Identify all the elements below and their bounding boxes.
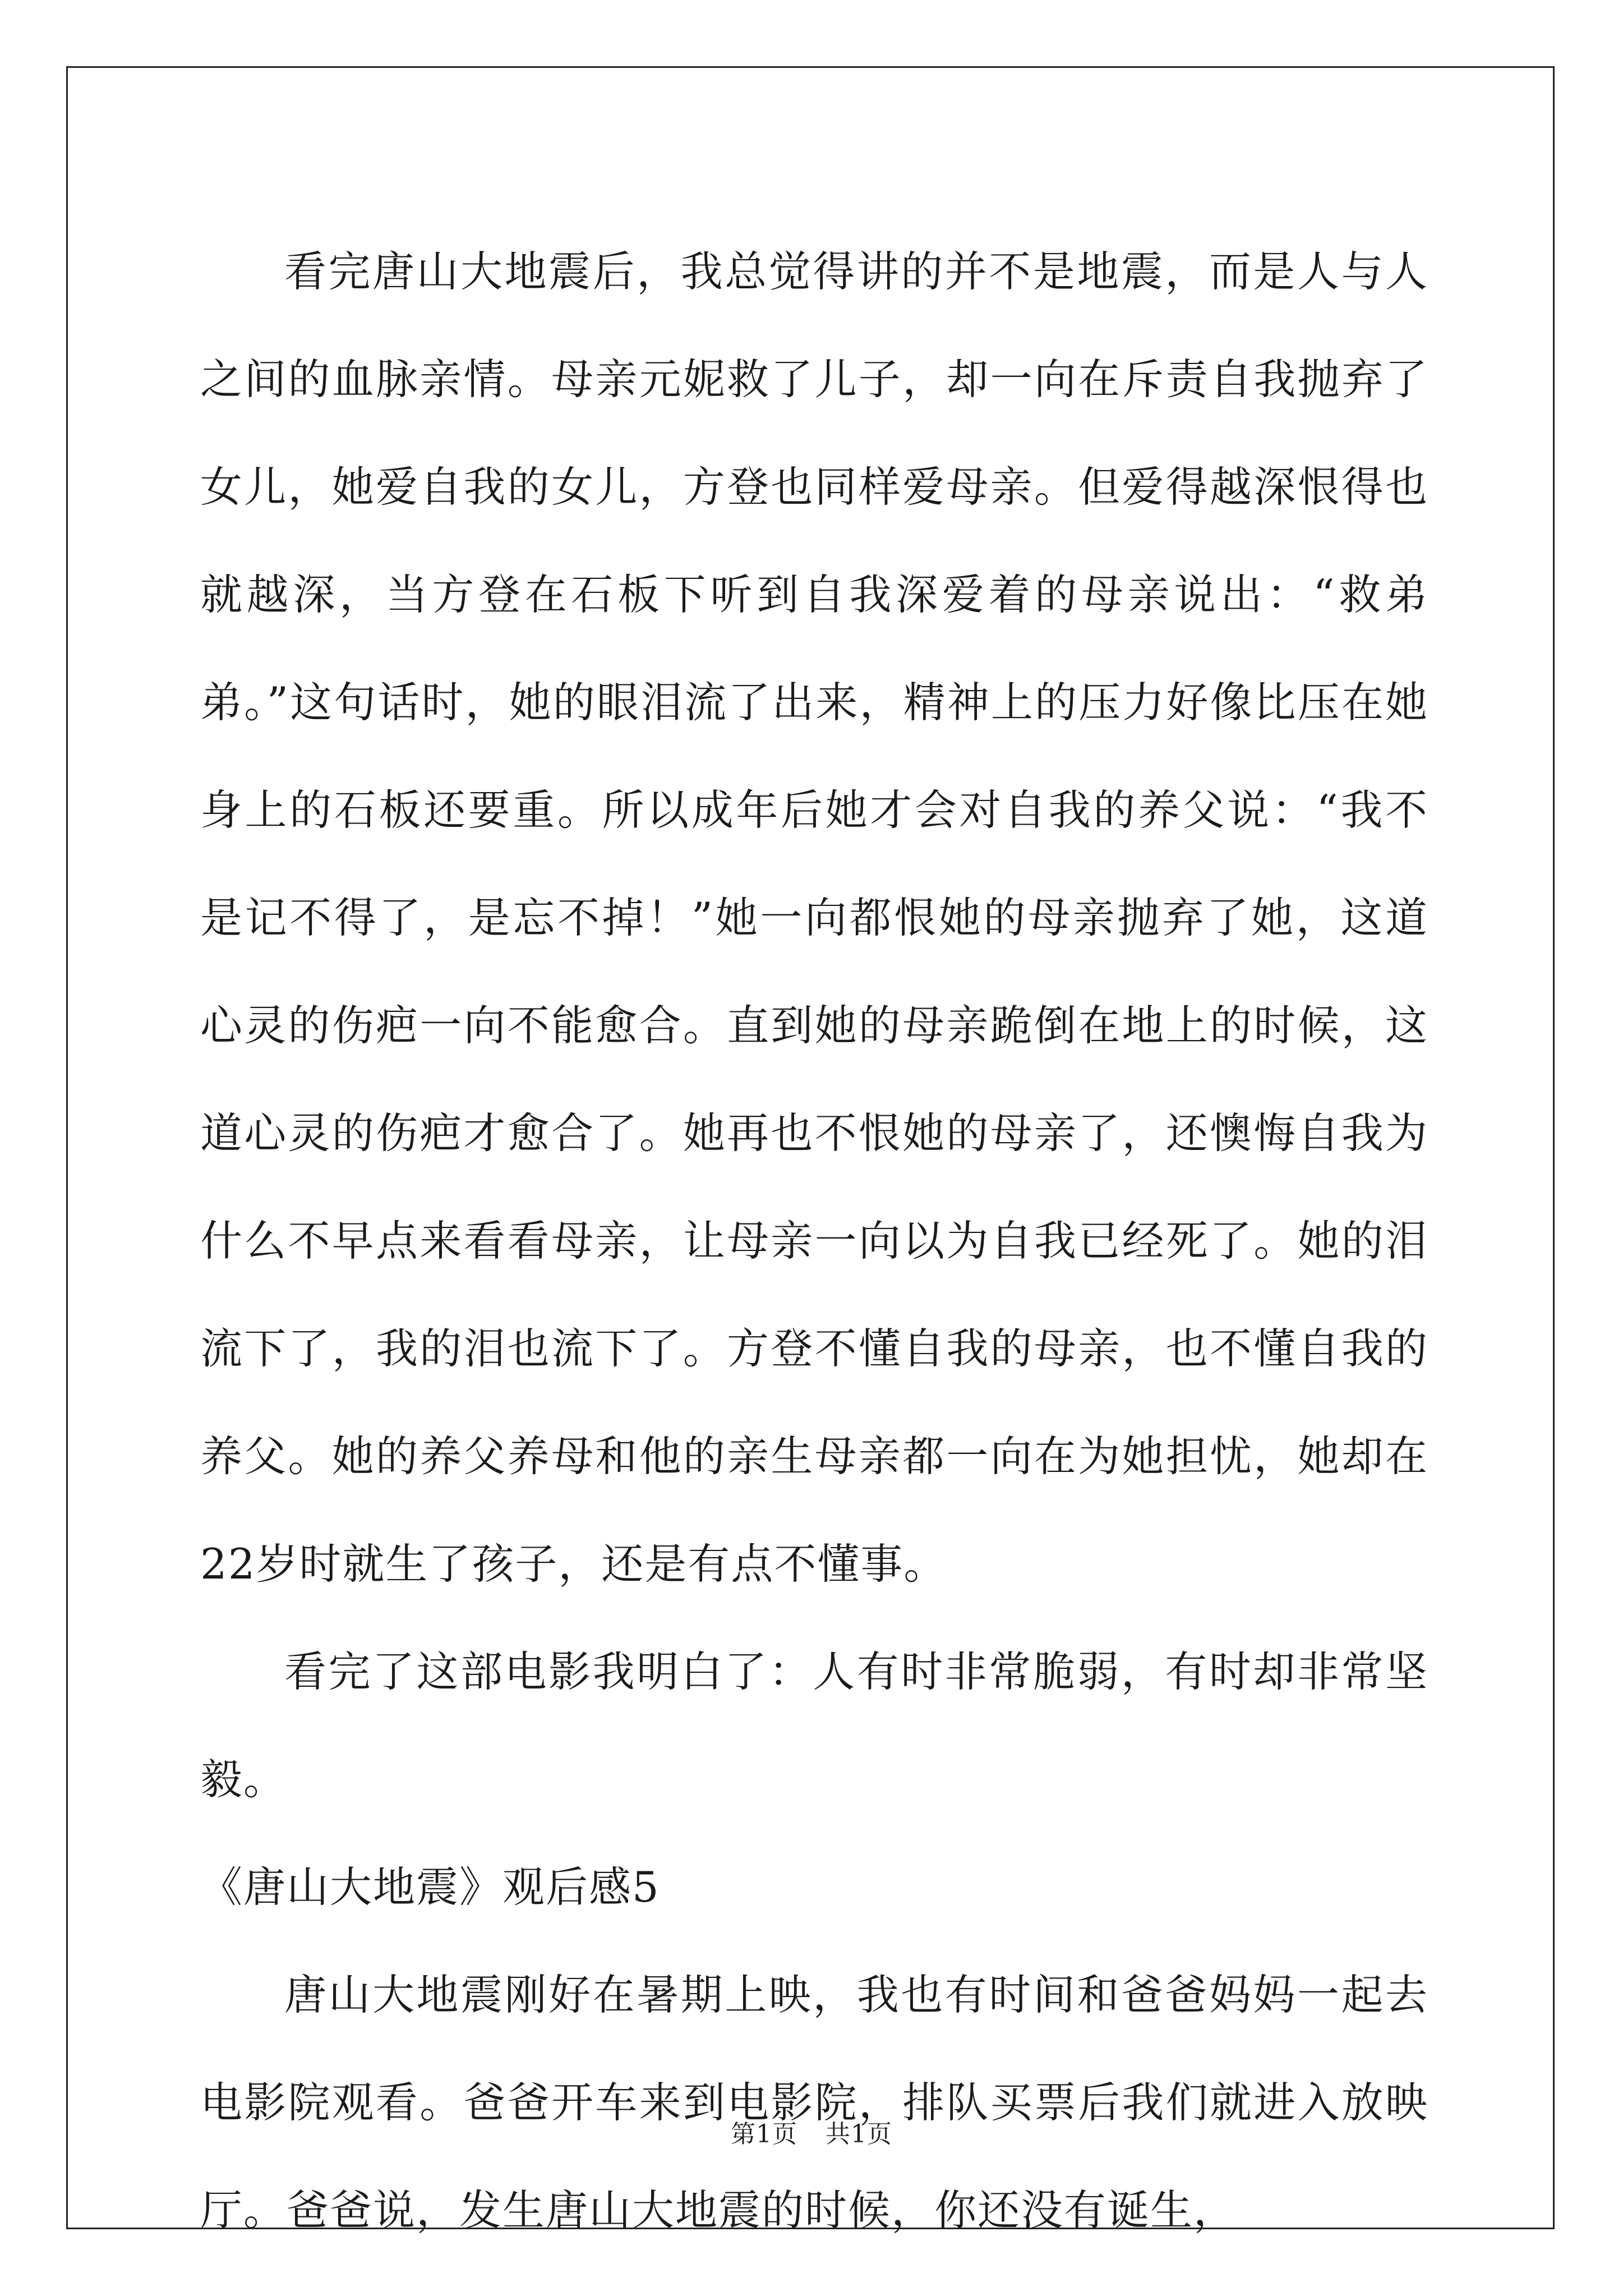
- paragraph-conclusion: 看完了这部电影我明白了：人有时非常脆弱，有时却非常坚毅。: [200, 1647, 1428, 1804]
- page-total: 共1页: [826, 2120, 892, 2148]
- document-body: [200, 218, 1428, 2264]
- page-footer: [0, 2118, 1623, 2151]
- paragraph-review-body: 看完唐山大地震后，我总觉得讲的并不是地震，而是人与人之间的血脉亲情。母亲元妮救了儿子，却一向在斥责自我抛弃了女儿，她爱自我的女儿，方登也同样爱母亲。但爱得越深恨得也就越深，当方登在石板下听到自我深爱着的母亲说出：“救弟弟。”这句话时，她的眼泪流了出来，精神上的压力好像比压在她身上的石板还要重。所以成年后她才会对自我的养父说：“我不是记不得了，是忘不掉！”她一向都恨她的母亲抛弃了她，这道心灵的伤疤一向不能愈合。直到她的母亲跪倒在地上的时候，这道心灵的伤疤才愈合了。她再也不恨她的母亲了，还懊悔自我为什么不早点来看看母亲，让母亲一向以为自我已经死了。她的泪流下了，我的泪也流下了。方登不懂自我的母亲，也不懂自我的养父。她的养父养母和他的亲生母亲都一向在为她担忧，她却在22岁时就生了孩子，还是有点不懂事。: [200, 247, 1428, 1589]
- page-number: 第1页: [731, 2120, 797, 2148]
- paragraph-next-essay: 唐山大地震刚好在暑期上映，我也有时间和爸爸妈妈一起去电影院观看。爸爸开车来到电影院，排队买票后我们就进入放映厅。爸爸说，发生唐山大地震的时候，你还没有诞生，: [200, 1970, 1428, 2235]
- section-heading: 《唐山大地震》观后感5: [200, 1862, 660, 1912]
